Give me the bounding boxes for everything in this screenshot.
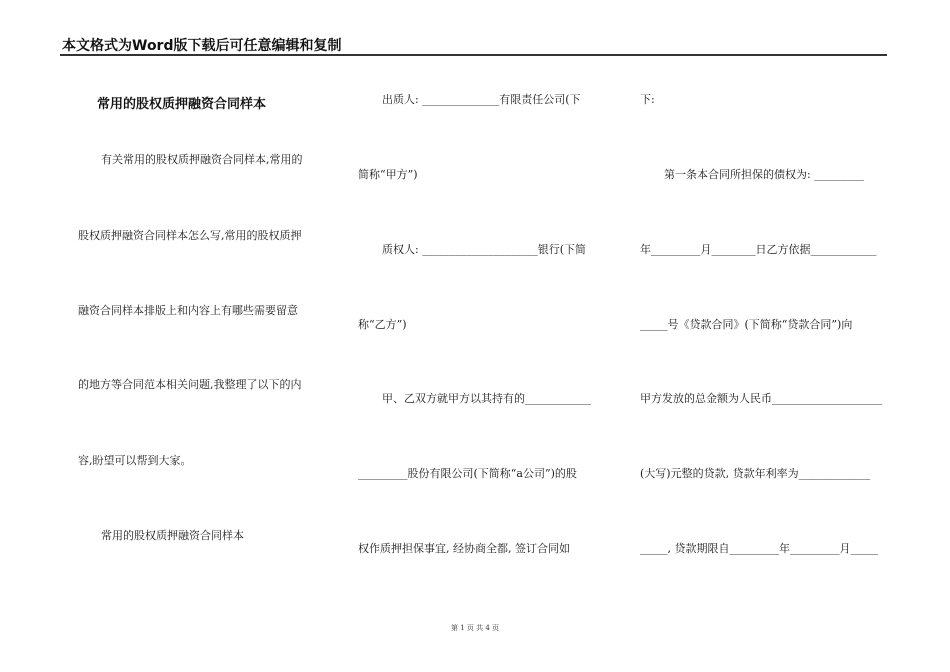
paragraph-line: 下: — [640, 93, 655, 106]
paragraph-line: 出质人: ______________有限责任公司(下 — [382, 93, 581, 106]
section-heading: 常用的股权质押融资合同样本 — [101, 529, 244, 542]
paragraph-line: 简称“甲方”) — [358, 168, 418, 181]
paragraph-line: 年_________月________日乙方依据____________ — [640, 243, 877, 256]
paragraph-line: 称“乙方”) — [358, 318, 407, 331]
paragraph-line: 容,盼望可以帮到大家。 — [78, 454, 192, 467]
paragraph-line: 融资合同样本排版上和内容上有哪些需要留意 — [78, 304, 298, 317]
page-number: 第 1 页 共 4 页 — [450, 624, 500, 632]
paragraph-line: 质权人: _____________________银行(下简 — [382, 243, 586, 256]
paragraph-line: 的地方等合同范本相关问题,我整理了以下的内 — [78, 378, 302, 391]
paragraph-line: 权作质押担保事宜, 经协商全都, 签订合同如 — [358, 542, 570, 555]
paragraph-line: _____号《贷款合同》(下简称“贷款合同”)向 — [640, 318, 853, 331]
paragraph-line: _________股份有限公司(下简称“a公司”)的股 — [358, 467, 577, 480]
paragraph-line: 第一条本合同所担保的债权为: _________ — [664, 168, 864, 181]
paragraph-line: 甲方发放的总金额为人民币____________________ — [640, 392, 882, 405]
document-title: 常用的股权质押融资合同样本 — [97, 97, 267, 112]
paragraph-line: (大写)元整的贷款, 贷款年利率为_____________ — [640, 467, 871, 480]
paragraph-line: 甲、乙双方就甲方以其持有的____________ — [382, 392, 591, 405]
header-divider — [60, 54, 887, 56]
document-header: 本文格式为Word版下载后可任意编辑和复制 — [62, 38, 342, 54]
paragraph-line: 有关常用的股权质押融资合同样本,常用的 — [101, 153, 303, 166]
paragraph-line: 股权质押融资合同样本怎么写,常用的股权质押 — [78, 229, 302, 242]
paragraph-line: _____, 贷款期限自_________年_________月_____ — [640, 542, 878, 555]
